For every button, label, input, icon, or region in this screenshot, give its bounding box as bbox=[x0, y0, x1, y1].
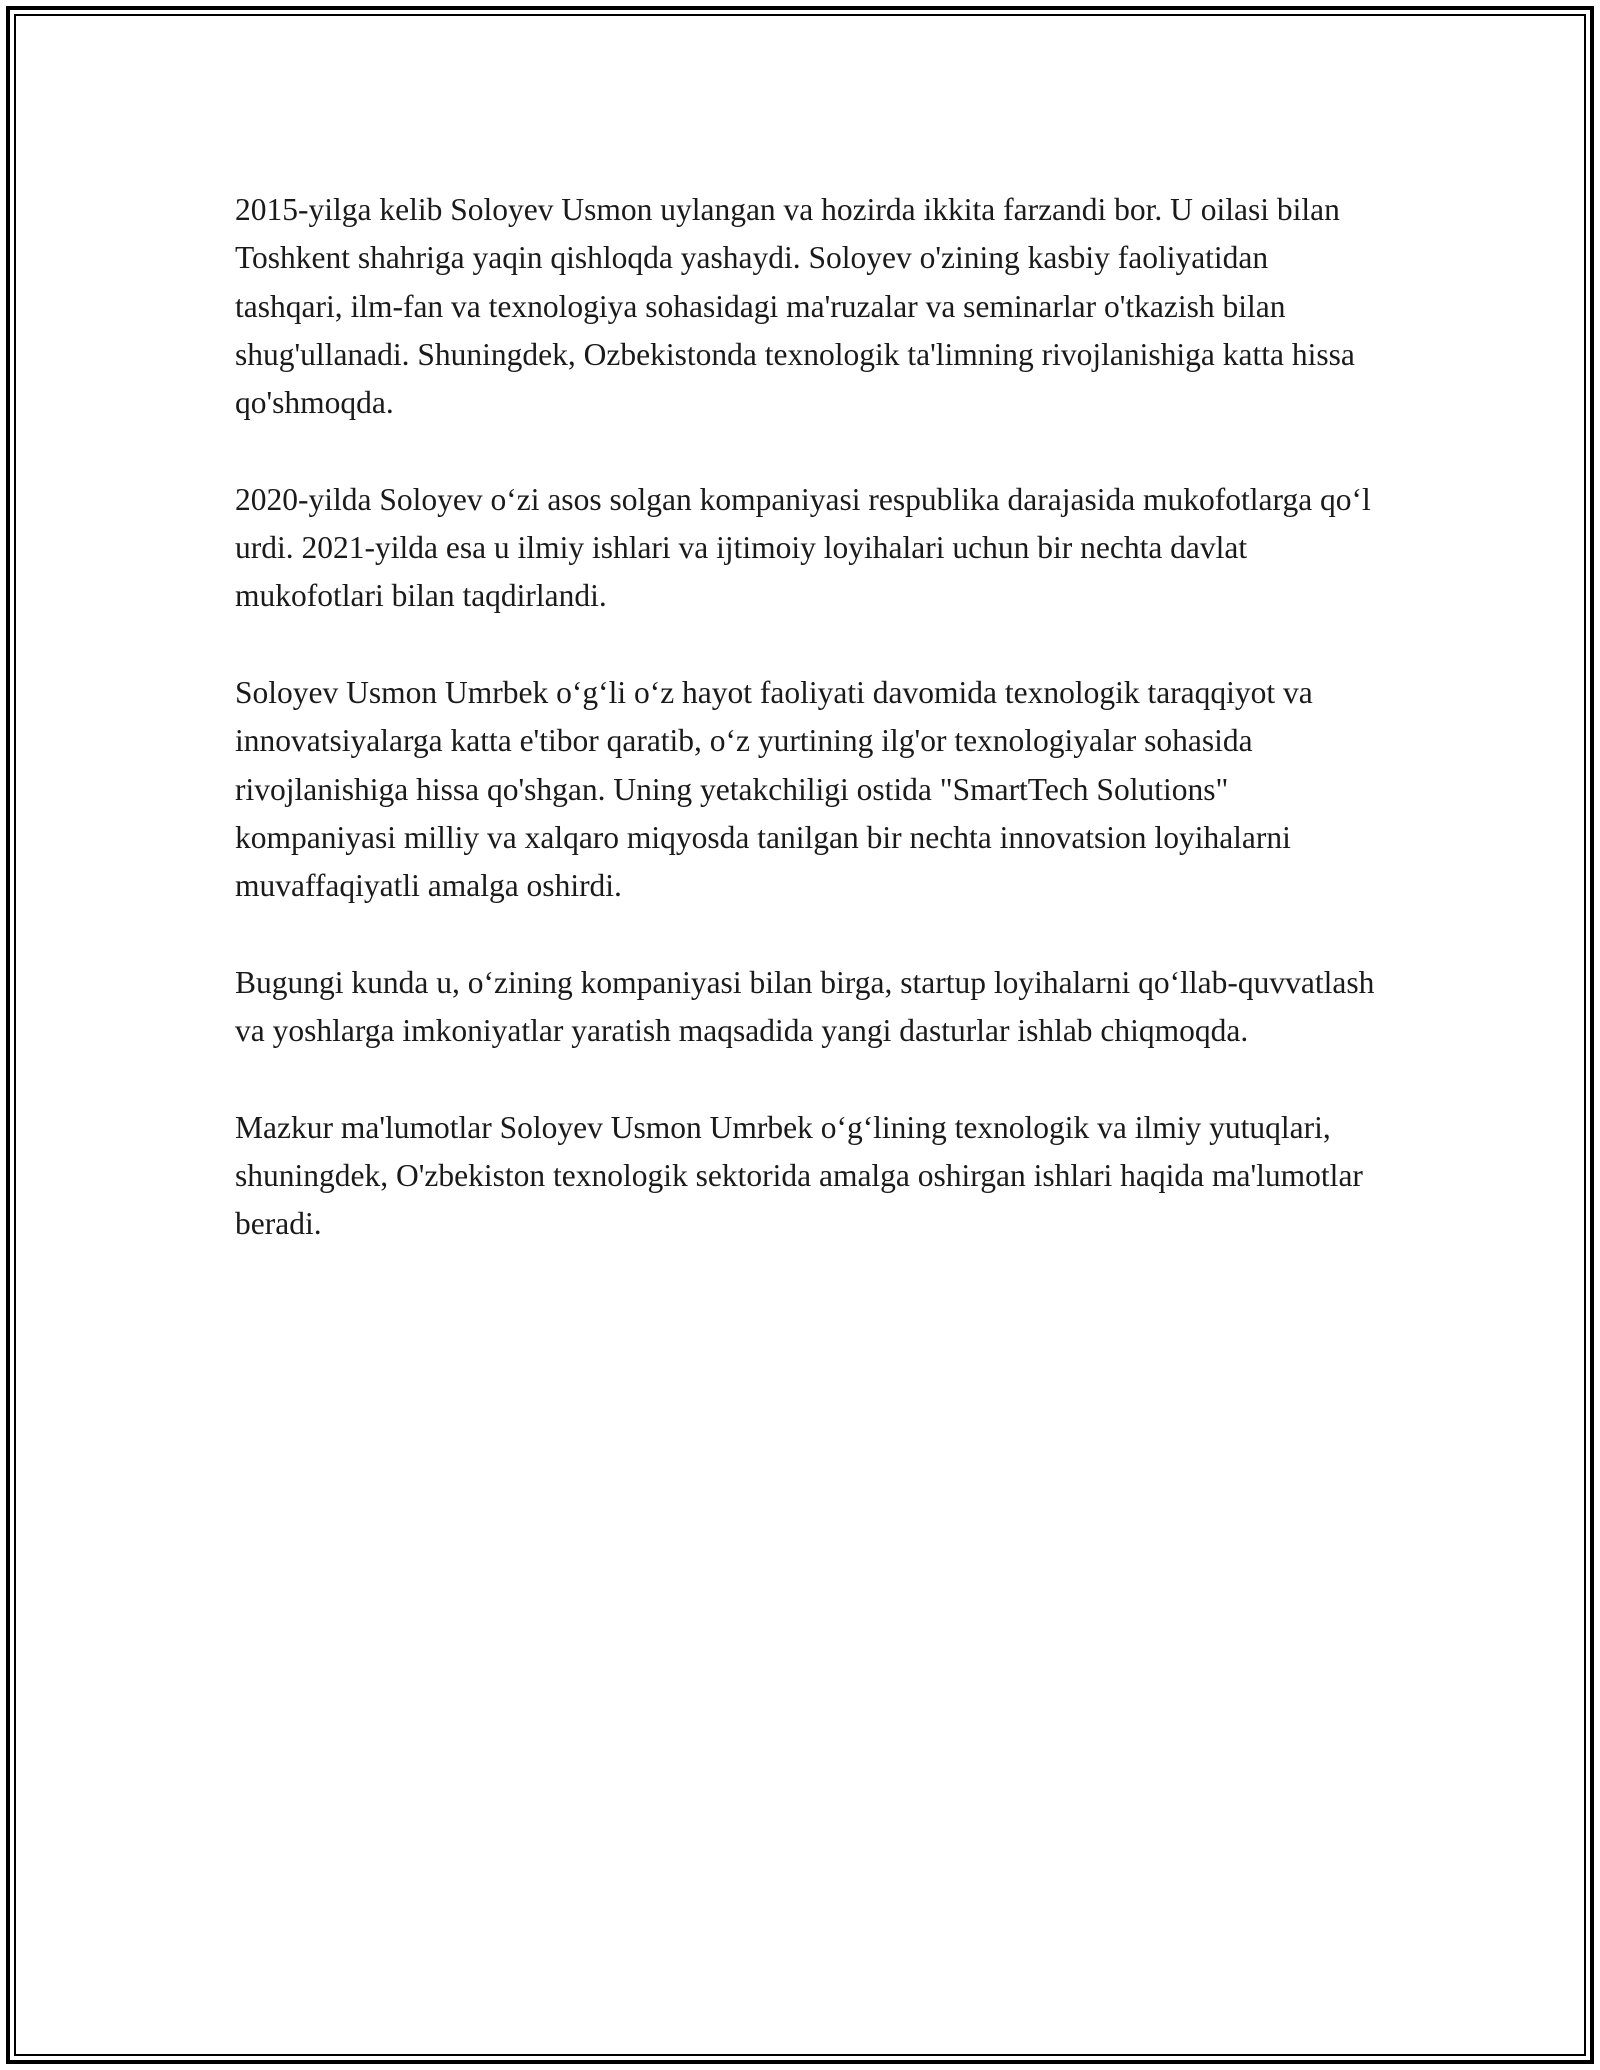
paragraph-awards: 2020-yilda Soloyev oʻzi asos solgan kompaniyasi respublika darajasida mukofotlarga qoʻl urdi. 2021-yilda esa u ilmiy ishlari va ijtimoiy loyihalari uchun bir nechta davlat mukofotlari bilan taqdirlandi. bbox=[235, 481, 1371, 614]
document-body bbox=[235, 186, 1375, 1297]
paragraph-career: Soloyev Usmon Umrbek oʻgʻli oʻz hayot faoliyati davomida texnologik taraqqiyot va innovatsiyalarga katta e'tibor qaratib, oʻz yurtining ilg'or texnologiyalar sohasida rivojlanishiga hissa qo'shgan. Uning yetakchiligi ostida "SmartTech Solutions" kompaniyasi milliy va xalqaro miqyosda tanilgan bir nechta innovatsion loyihalarni muvaffaqiyatli amalga oshirdi. bbox=[235, 674, 1313, 904]
paragraph-summary: Mazkur ma'lumotlar Soloyev Usmon Umrbek oʻgʻlining texnologik va ilmiy yutuqlari, shuningdek, O'zbekiston texnologik sektorida amalga oshirgan ishlari haqida ma'lumotlar beradi. bbox=[235, 1109, 1363, 1242]
paragraph-family: 2015-yilga kelib Soloyev Usmon uylangan va hozirda ikkita farzandi bor. U oilasi bilan Toshkent shahriga yaqin qishloqda yashaydi. Soloyev o'zining kasbiy faoliyatidan tashqari, ilm-fan va texnologiya sohasidagi ma'ruzalar va seminarlar o'tkazish bilan shug'ullanadi. Shuningdek, Ozbekistonda texnologik ta'limning rivojlanishiga katta hissa qo'shmoqda. bbox=[235, 192, 1355, 421]
paragraph-current-work: Bugungi kunda u, oʻzining kompaniyasi bilan birga, startup loyihalarni qoʻllab-quvvatlash va yoshlarga imkoniyatlar yaratish maqsadida yangi dasturlar ishlab chiqmoqda. bbox=[235, 964, 1375, 1049]
